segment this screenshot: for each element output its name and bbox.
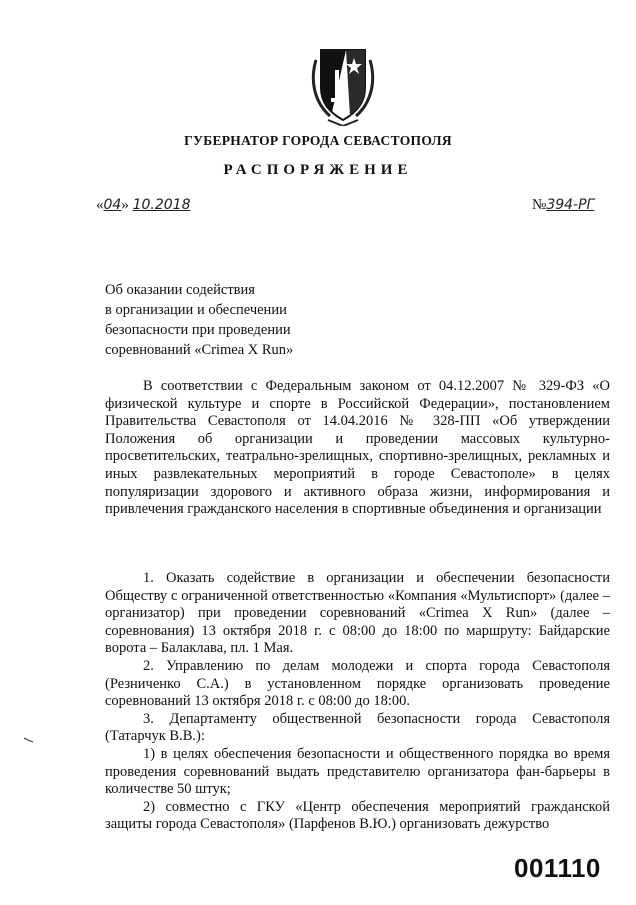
number-value: 394-РГ <box>546 197 595 213</box>
date-day: 04 <box>103 197 122 213</box>
document-number <box>532 197 594 214</box>
order-subitem: 2) совместно с ГКУ «Центр обеспечения мероприятий гражданской защиты города Севастополя» (Парфенов В.Ю.) организовать дежурство <box>105 798 610 833</box>
order-items <box>105 570 610 834</box>
scan-speck <box>24 737 34 743</box>
document-type-title: РАСПОРЯЖЕНИЕ <box>223 162 413 178</box>
subject-line: безопасности при проведении <box>105 322 291 338</box>
date-month-year: 10.2018 <box>132 197 191 213</box>
preamble-paragraph: В соответствии с Федеральным законом от 04.12.2007 № 329-ФЗ «О физической культуре и спорте в Российской Федерации», постановлением Правительства Севастополя от 14.04.2016 № 328-ПП «Об утверждении Положения об организации и проведении массовых культурно-просветительских, театрально-зрелищных, спортивно-зрелищных, рекламных и иных развлекательных мероприятий в городе Севастополе» в целях популяризации здорового и активного образа жизни, информирования и привлечения гражданского населения в спортивные объединения и организации <box>105 378 610 518</box>
serial-number: 001110 <box>514 853 601 883</box>
order-item: 3. Департаменту общественной безопасности города Севастополя (Татарчук В.В.): <box>105 710 610 745</box>
document-subject <box>105 280 365 360</box>
sevastopol-coat-of-arms-icon <box>308 40 378 126</box>
document-date <box>96 197 190 214</box>
subject-line: соревнований «Crimea X Run» <box>105 342 294 358</box>
date-open-quote: « <box>96 197 104 213</box>
subject-line: Об оказании содействия <box>105 282 255 298</box>
date-close-quote: » <box>121 197 129 213</box>
number-prefix: № <box>532 197 547 213</box>
preamble-block <box>105 378 610 519</box>
subject-line: в организации и обеспечении <box>105 302 287 318</box>
order-item: 1. Оказать содействие в организации и обеспечении безопасности Обществу с ограниченной ответственностью «Компания «Мультиспорт» (далее – организатор) при проведении соревнований «Crimea X Run» (далее – соревнования) 13 октября 2018 г. с 08:00 до 18:00 по маршруту: Байдарские ворота – Балаклава, пл. 1 Мая. <box>105 570 610 657</box>
governor-title: ГУБЕРНАТОР ГОРОДА СЕВАСТОПОЛЯ <box>184 133 452 148</box>
order-subitem: 1) в целях обеспечения безопасности и общественного порядка во время проведения соревнований выдать представителю организатора фан-барьеры в количестве 50 штук; <box>105 745 610 798</box>
order-item: 2. Управлению по делам молодежи и спорта города Севастополя (Резниченко С.А.) в установленном порядке организовать проведение соревнований 13 октября 2018 г. с 08:00 до 18:00. <box>105 657 610 710</box>
